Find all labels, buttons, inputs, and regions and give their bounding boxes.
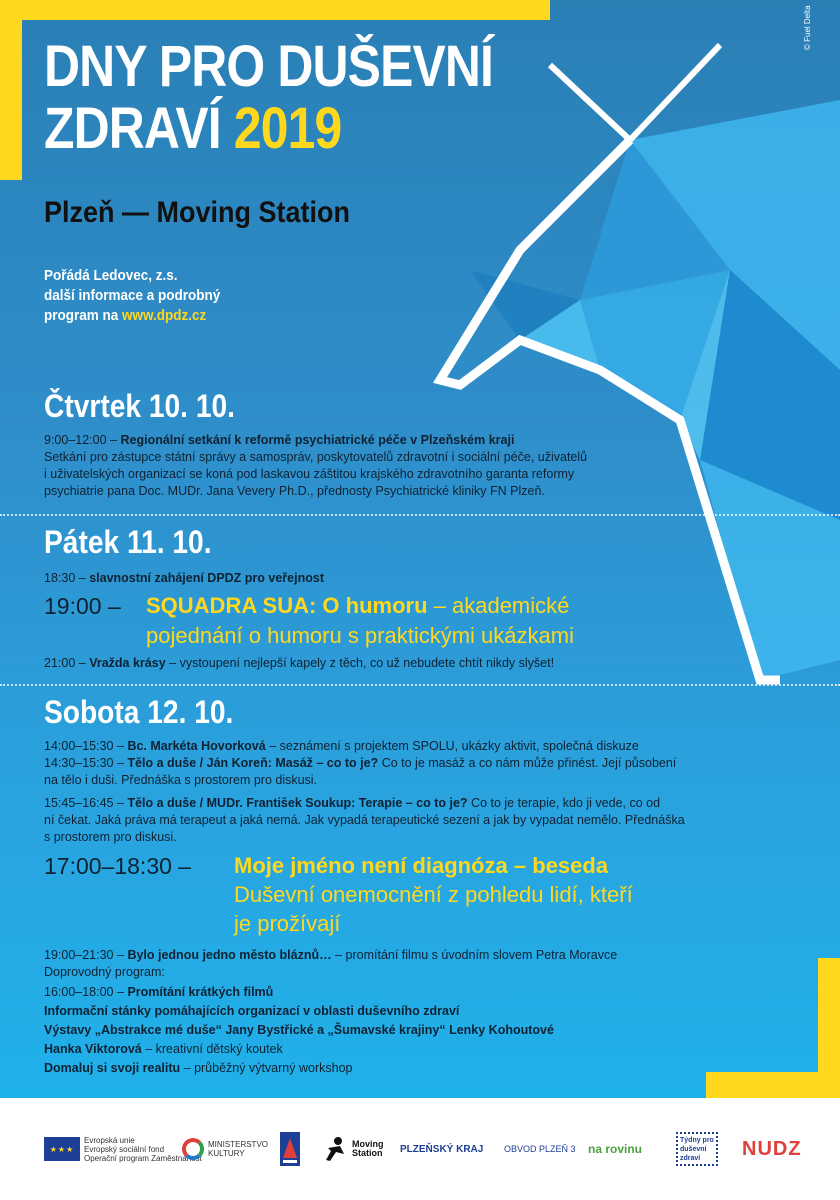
title-year: 2019 [233,96,342,161]
program-line: 9:00–12:00 – Regionální setkání k reformě psychiatrické péče v Plzeňském kraji [44,433,515,447]
yellow-bar-left [0,0,22,180]
eu-flag-icon: ★★★ [44,1137,80,1161]
program-line: Hanka Viktorová – kreativní dětský koutek [44,1042,283,1056]
day-heading-friday: Pátek 11. 10. [44,524,212,560]
program-line: ní čekat. Jaká práva má terapeut a jaká nemá. Jak vypadá terapeutické sezení a jak by vypadat nemělo. Přednáška [44,813,685,827]
program-line: 15:45–16:45 – Tělo a duše / MUDr. František Soukup: Terapie – co to je? Co to je terapie, kdo ji vede, co od [44,796,661,810]
partner-logos-strip [0,1098,840,1200]
program-line: na tělo i duši. Přednáška s prostorem pro diskusi. [44,773,318,787]
ministry-of-culture-logo: MINISTERSTVO KULTURY [182,1132,268,1166]
dotted-separator [0,684,840,686]
day-heading-saturday: Sobota 12. 10. [44,694,234,730]
highlight-time: 17:00–18:30 – [44,853,192,879]
highlight-event-line-2: pojednání o humoru s praktickými ukázkami [146,623,574,648]
district-plzen-3-logo: OBVOD PLZEŇ 3 [504,1143,576,1154]
program-line: 21:00 – Vražda krásy – vystoupení nejlepší kapely z těch, co už nebudete chtít nikdy slyšet! [44,656,555,670]
program-line: 14:30–15:30 – Tělo a duše / Ján Koreň: Masáž – co to je? Co to je masáž a co nám může přinést. Její působení [44,756,677,770]
program-line: Domaluj si svoji realitu – průběžný výtvarný workshop [44,1061,353,1075]
page-title [44,36,526,160]
ministry-circle-icon [182,1138,204,1160]
photo-credit: © Fuel Delta [803,5,812,50]
program-line: 14:00–15:30 – Bc. Markéta Hovorková – seznámení s projektem SPOLU, ukázky aktivit, společná diskuze [44,739,639,753]
na-rovinu-logo: na rovinu [588,1141,643,1156]
program-line: s prostorem pro diskusi. [44,830,177,844]
runner-icon [322,1136,348,1162]
organizer-line: další informace a podrobný [44,287,221,304]
plzen-region-logo: PLZEŇSKÝ KRAJ [400,1143,484,1155]
organizer-info [44,266,220,326]
program-line: Informační stánky pomáhajících organizací v oblasti duševního zdraví [44,1004,460,1018]
highlight-event: Moje jméno není diagnóza – beseda [234,853,609,878]
website-link[interactable]: www.dpdz.cz [122,307,207,324]
eu-logo: ★★★ Evropská unie Evropský sociální fond Operační program Zaměstnanost [44,1132,202,1166]
highlight-event-line-3: je prožívají [234,911,341,936]
title-line-2: ZDRAVÍ 2019 [44,96,342,161]
highlight-event: SQUADRA SUA: O humoru – akademické [146,593,570,618]
organizer-line: Pořádá Ledovec, z.s. [44,267,178,284]
day-heading-thursday: Čtvrtek 10. 10. [44,388,235,424]
highlight-event-line-2: Duševní onemocnění z pohledu lidí, kteří [234,882,633,907]
program-line: Setkání pro zástupce státní správy a samospráv, poskytovatelů zdravotní i sociální péče, uživatelů [44,450,588,464]
dotted-separator [0,514,840,516]
program-line: psychiatrie pana Doc. MUDr. Jana Vevery Ph.D., přednosty Psychiatrické kliniky FN Plzeň. [44,484,545,498]
page-subtitle: Plzeň — Moving Station [44,196,351,229]
title-line-1: DNY PRO DUŠEVNÍ [44,34,494,99]
program-line: Výstavy „Abstrakce mé duše“ Jany Bystřické a „Šumavské krajiny“ Lenky Kohoutové [44,1023,554,1037]
program-line: 19:00–21:30 – Bylo jednou jedno město bláznů… – promítání filmu s úvodním slovem Petra Moravce [44,948,618,962]
program-line: 16:00–18:00 – Promítání krátkých filmů [44,985,274,999]
program-line: 18:30 – slavnostní zahájení DPDZ pro veřejnost [44,571,324,585]
yellow-bar-top [22,0,550,20]
program-line: Doprovodný program: [44,965,165,979]
moving-station-logo: Moving Station [322,1132,384,1166]
nudz-logo: NUDZ [742,1137,802,1160]
program-line: i uživatelských organizací se koná pod laskavou záštitou krajského zdravotního garanta reformy [44,467,575,481]
organizer-line: program na www.dpdz.cz [44,307,207,324]
highlight-time: 19:00 – [44,593,121,619]
mental-health-weeks-logo: Týdny pro duševní zdraví [676,1132,718,1166]
plzen-city-logo [280,1132,300,1166]
plzen-crest-icon [280,1132,300,1166]
